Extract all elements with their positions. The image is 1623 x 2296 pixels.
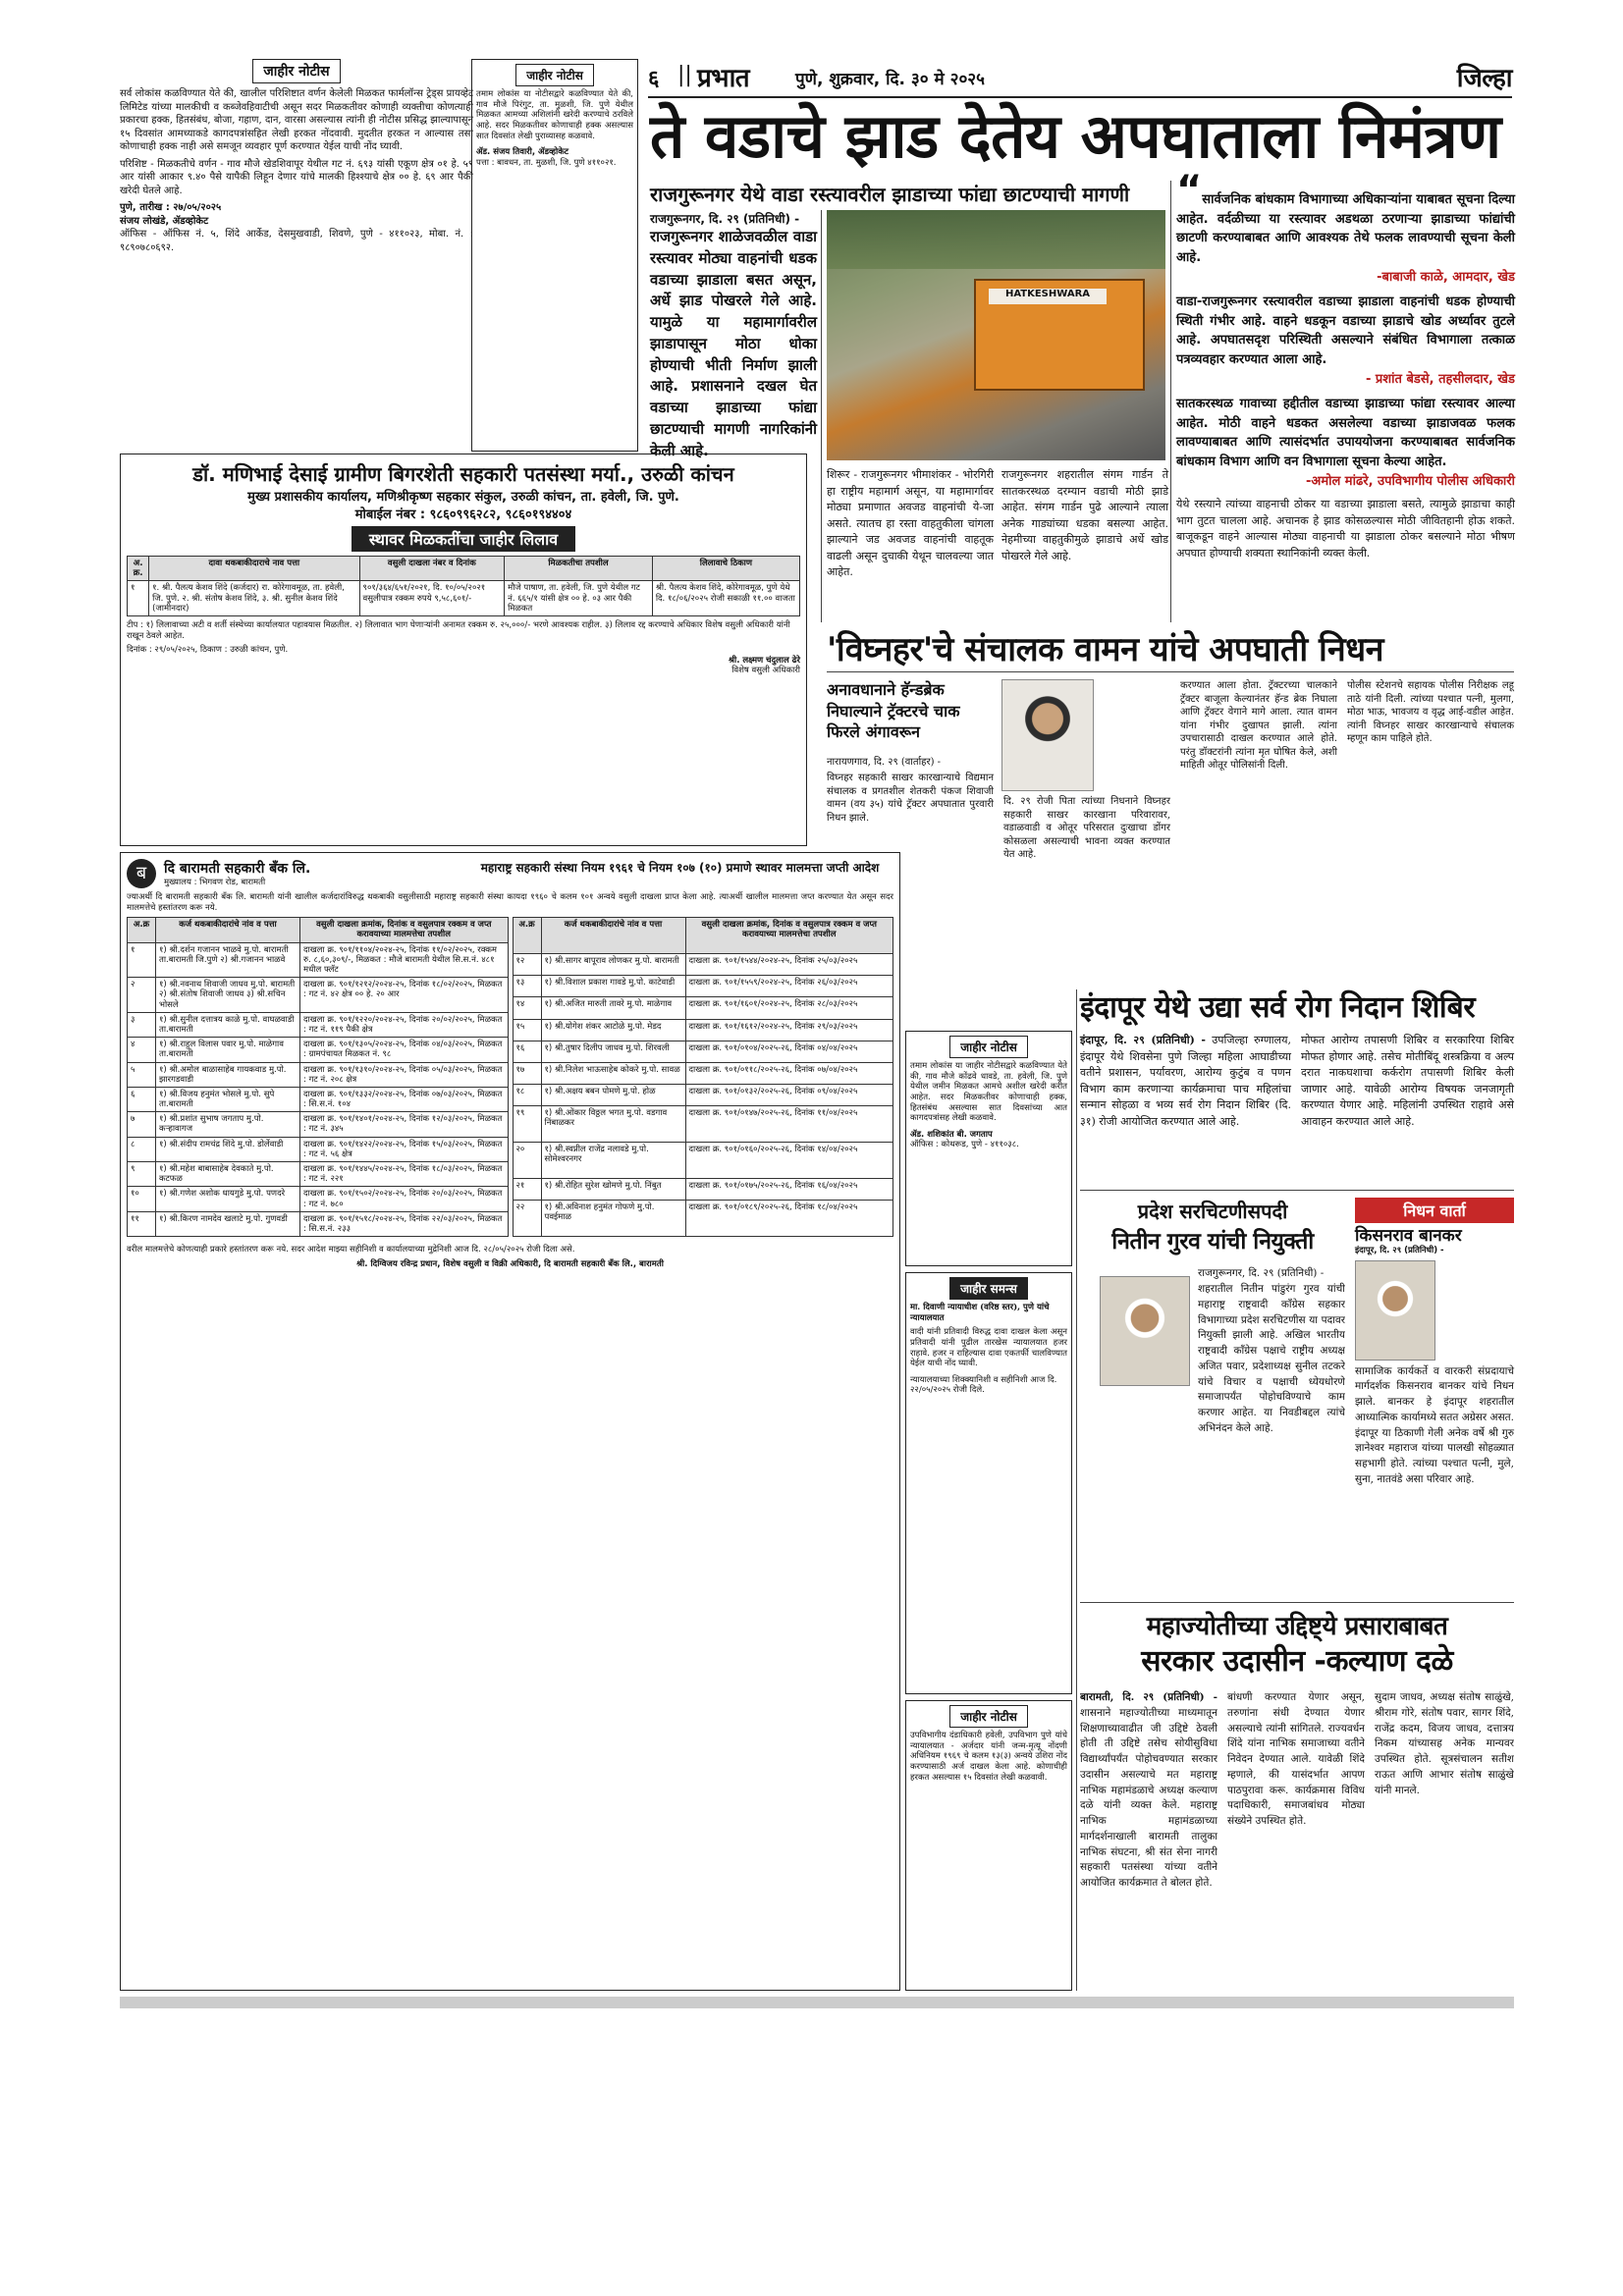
court-intro: ज्याअर्थी दि बारामती सहकारी बँक लि. बारामती यांनी खालील कर्जदारांविरुद्ध थकबाकी वसुलीसाठी महाराष्ट्र सहकारी संस्था कायदा १९६० चे कलम १०१ अन्वये वसुली दाखला प्राप्त केला आहे. त्याअर्थी खालील मालमत्ता जप्त करण्यात येत असून सदर मालमत्तेचे हस्तांतरण करू नये. [127, 892, 893, 913]
column-rule [821, 210, 822, 622]
bank-1-office: मुख्य प्रशासकीय कार्यालय, मणिश्रीकृष्ण सहकार संकुल, उरुळी कांचन, ता. हवेली, जि. पुणे. [247, 490, 679, 505]
auction-th-name: दावा थकबाकीदाराचे नाव पत्ता [149, 557, 359, 581]
cell-detail: दाखला क्र. ९०१/१५४४/२०२४-२५, दिनांक २५/०३/२०२५ [685, 954, 893, 976]
cell-detail: दाखला क्र. ९०१/१२२०/२०२४-२५, दिनांक २०/०२/२०२५, मिळकत : गट नं. ११९ पैकी क्षेत्र [300, 1012, 509, 1037]
cell-name: १) श्री.विशाल प्रकाश गावडे मु.पो. काटेवाडी [541, 976, 685, 997]
vighnahar-c4: पोलीस स्टेशनचे सहायक पोलीस निरीक्षक लहू ताठे यांनी दिली. त्यांच्या पश्चात पत्नी, मुलगा, मोठा भाऊ, भावजय व वृद्ध आई-वडील आहेत. त्यांनी विघ्नहर साखर कारखान्याचे संचालक म्हणून काम पाहिले होते. [1347, 680, 1514, 744]
cell-no: १ [128, 942, 156, 978]
cell-name: १) श्री.निलेश भाऊसाहेब कोकरे मु.पो. सावळ [541, 1062, 685, 1084]
indapur-story [1080, 989, 1514, 1186]
cell-detail: दाखला क्र. ९०१/१५५९/२०२४-२५, दिनांक २६/०३/२०२५ [685, 976, 893, 997]
table-row [513, 1019, 893, 1041]
obituary [1355, 1198, 1514, 1571]
cell-no: ९ [128, 1162, 156, 1187]
cell-detail: दाखला क्र. ९०१/१३१०/२०२४-२५, दिनांक ०५/०३/२०२५, मिळकत : गट नं. २०८ क्षेत्र [300, 1062, 509, 1087]
notice-1-label: जाहीर नोटीस [252, 59, 340, 83]
vighnahar-dateline: नारायणगाव, दि. २९ (वार्ताहर) - [827, 757, 942, 768]
summons-seal: न्यायालयाच्या शिक्क्यानिशी व सहीनिशी आज दि. २२/०५/२०२५ रोजी दिले. [910, 1374, 1057, 1396]
auction-sign-role: विशेष वसुली अधिकारी [731, 666, 800, 676]
cell-name: १) श्री.संदीप रामचंद्र शिंदे मु.पो. डोर्लेवाडी [156, 1137, 300, 1161]
notice-2-address: पत्ता : बावधन, ता. मुळशी, जि. पुणे ४११०२१. [476, 157, 617, 168]
vighnahar-sub: अनावधानाने हॅन्डब्रेक निघाल्याने ट्रॅक्टरचे चाक फिरले अंगावरून [827, 680, 960, 742]
lead-intro: राजगुरूनगर शाळेजवळील वाडा रस्त्यावर मोठ्या वाहनांची धडक वडाच्या झाडाला बसत असून, अर्धे झाड पोखरले गेले आहे. यामुळे या महामार्गावरील झाडापासून मोठा धोका होण्याची भीती निर्माण झाली आहे. प्रशासनाने दखल घेत वडाच्या झाडाच्या फांद्या छाटण्याची मागणी नागरिकांनी केली आहे. [650, 228, 817, 459]
table-row [128, 1137, 509, 1161]
lead-body-2: राजगुरूनगर शहरातील संगम गार्डन ते सातकरस्थळ दरम्यान वडाची मोठी झाडे आहेत. संगम गार्डन पुढे आल्याने त्याला अनेक गाड्यांच्या धडका बसल्या आहेत. नेहमीच्या वाहतुकीमुळे झाडाचे अर्धे खोड पोखरले गेले आहे. [1001, 468, 1168, 562]
table-row [513, 1143, 893, 1179]
cell-no: १८ [513, 1084, 541, 1105]
court-title: महाराष्ट्र सहकारी संस्था नियम १९६१ चे नियम १०७ (१०) प्रमाणे स्थावर मालमत्ता जप्ती आदेश [480, 861, 880, 875]
cell-name: १) श्री.अमोल बाळासाहेब गायकवाड मु.पो. झारगडवाडी [156, 1062, 300, 1087]
mahajyoti-dateline: बारामती, दि. २९ (प्रतिनिधी) - [1080, 1691, 1217, 1703]
auction-date: दिनांक : २९/०५/२०२५, ठिकाण : उरुळी कांचन, पुणे. [127, 645, 289, 656]
cell-name: १) श्री.सुनील दत्तात्रय काळे मु.पो. वाघळवाडी ता.बारामती [156, 1012, 300, 1037]
cell-detail: दाखला क्र. ९०१/१४२२/२०२४-२५, दिनांक १५/०३/२०२५, मिळकत : गट नं. ५६ क्षेत्र [300, 1137, 509, 1161]
cell-name: १) श्री.ओंकार विठ्ठल भगत मु.पो. वडगाव निंबाळकर [541, 1106, 685, 1143]
summons-court: मा. दिवाणी न्यायाधीश (वरिष्ठ स्तर), पुणे यांचे न्यायालयात [910, 1303, 1050, 1323]
vighnahar-c2: दि. २९ रोजी पिता त्यांच्या निधनाने विघ्नहर सहकारी साखर कारखाना परिवारावर, वडाळवाडी व ओतूर परिसरात दुःखाचा डोंगर कोसळला असल्याची भावना व्यक्त करण्यात येत आहे. [1003, 796, 1170, 860]
lead-quote-by: -बाबाजी काळे, आमदार, खेड [1377, 270, 1515, 285]
gurav-headline: नितीन गुरव यांची नियुक्ती [1111, 1229, 1314, 1255]
cell-name: १) श्री.स्वप्नील राजेंद्र नलावडे मु.पो. सोमेश्वरनगर [541, 1143, 685, 1179]
table-row [128, 1162, 509, 1187]
notice-1-advocate: संजय लोखंडे, ॲडव्होकेट [120, 215, 209, 227]
cell-no: १७ [513, 1062, 541, 1084]
table-row [128, 1187, 509, 1211]
lead-intro-col [650, 210, 817, 461]
table-row [513, 1084, 893, 1105]
cell-no: १३ [513, 976, 541, 997]
cell-detail: दाखला क्र. ९०१/१४४५/२०२४-२५, दिनांक १८/०३/२०२५, मिळकत : गट नं. २२१ [300, 1162, 509, 1187]
paper-name: प्रभात [697, 64, 750, 93]
vighnahar-c1: विघ्नहर सहकारी साखर कारखान्याचे विद्यमान संचालक व प्रगतशील शेतकरी पंकज शिवाजी वामन (वय ३५) यांचे ट्रॅक्टर अपघातात पुरवारी निधन झाले. [827, 773, 994, 824]
cell-no: १२ [513, 954, 541, 976]
court-footer: वरील मालमत्तेचे कोणत्याही प्रकारे हस्तांतरण करू नये. सदर आदेश माझ्या सहीनिशी व कार्यालयाच्या मुद्रेनिशी आज दि. २८/०५/२०२५ रोजी दिला असे. [127, 1245, 575, 1255]
cell-name: १) श्री.गणेश अशोक धायगुडे मु.पो. पणदरे [156, 1187, 300, 1211]
section-rule [1080, 1190, 1514, 1191]
table-row [513, 976, 893, 997]
gurav-dateline: राजगुरूनगर, दि. २९ (प्रतिनिधी) - [1198, 1267, 1325, 1279]
mahajyoti-c1: शासनाने महाज्योतीच्या माध्यमातून शिक्षणाच्यावाढीत जी उद्दिष्टे ठेवली होती ती उद्दिष्टे तसेच सोयीसुविधा विद्यार्थ्यांपर्यंत पोहोचवण्यात सरकार उदासीन असल्याचे मत महाराष्ट्र नाभिक महामंडळाचे अध्यक्ष कल्याण दळे यांनी व्यक्त केले. महाराष्ट्र नाभिक महामंडळाच्या मार्गदर्शनाखाली बारामती तालुका नाभिक संघटना, श्री संत सेना नागरी सहकारी पतसंस्था यांच्या वतीने आयोजित कार्यक्रमात ते बोलत होते. [1080, 1706, 1217, 1889]
vighnahar-c3: करण्यात आला होता. ट्रॅक्टरच्या चालकाने ट्रॅक्टर बाजूला केल्यानंतर हॅन्ड ब्रेक निघाला आणि ट्रॅक्टर वेगाने मागे आला. त्यात वामन यांना गंभीर दुखापत झाली. त्यांना उपचारासाठी दाखल करण्यात आले होते. परंतु डॉक्टरांनी त्यांना मृत घोषित केले, अशी माहिती ओतूर पोलिसांनी दिली. [1180, 680, 1337, 771]
cell-name: १) श्री.दर्शन गजानन भाळवे मु.पो. बारामती ता.बारामती जि.पुणे २) श्री.गजानन भाळवे [156, 942, 300, 978]
lead-para-3: सातकरस्थळ गावाच्या हद्दीतील वडाच्या झाडाच्या फांद्या रस्त्यावर आल्या आहेत. मोठी वाहने धडकत असलेल्या वडाच्या झाडाजवळ फलक लावण्याबाबत आणि त्यासंदर्भात उपाययोजना करण्याबाबत सार्वजनिक बांधकाम विभाग आणि वन विभागाला सूचना केल्या आहेत. [1176, 397, 1515, 469]
obit-name: किसनराव बानकर [1355, 1226, 1462, 1246]
table-row [128, 942, 509, 978]
cell-detail: दाखला क्र. ९०१/१३०५/२०२४-२५, दिनांक ०४/०३/२०२५, मिळकत : ग्रामपंचायत मिळकत नं. ९८ [300, 1038, 509, 1062]
lead-dateline: राजगुरूनगर, दि. २९ (प्रतिनिधी) - [650, 212, 800, 226]
cell-no: २२ [513, 1201, 541, 1237]
table-row [128, 1112, 509, 1137]
cell-detail: दाखला क्र. ९०१/१५०२/२०२४-२५, दिनांक २०/०३/२०२५, मिळकत : गट नं. ७८० [300, 1187, 509, 1211]
gurav-story [1080, 1198, 1345, 1571]
cell-no: १५ [513, 1019, 541, 1041]
court-table-right: अ.क्र कर्ज थकबाकीदारांचे नांव व पत्ता वसुली दाखला क्रमांक, दिनांक व वसुलपात्र रक्कम व जप्त करावयाच्या मालमत्तेचा तपशील १२ १) श्री.सागर बापूराव लोणकर मु.पो. बारामती दाखला क्र. ९०१/१५४४/२०२४-२५, दिनांक २५/०३/२०२५ १३ १) श्री.विशाल प्रकाश गावडे मु.पो. काटेवाडी दाखला क्र. ९०१/१५५९/२०२४-२५, दिनांक २६/०३/२०२५ १४ १) श्री.अजित मारुती तावरे मु.पो. माळेगाव दाखला क्र. ९०१/१६०१/२०२४-२५, दिनांक २८/०३/२०२५ १५ १) श्री.योगेश शंकर आटोळे मु.पो. मेडद दाखला क्र. ९०१/१६१२/२०२४-२५, दिनांक २९/०३/२०२५ १६ १) श्री.तुषार दिलीप जाधव मु.पो. शिरवली दाखला क्र. ९०१/०१०४/२०२५-२६, दिनांक ०४/०४/२०२५ १७ १) श्री.निलेश भाऊसाहेब कोकरे मु.पो. सावळ दाखला क्र. ९०१/०११८/२०२५-२६, दिनांक ०७/०४/२०२५ १८ १) श्री.अक्षय बबन पोमणे मु.पो. होळ दाखला क्र. ९०१/०१३२/२०२५-२६, दिनांक ०९/०४/२०२५ १९ १) श्री.ओंकार विठ्ठल भगत मु.पो. वडगाव निंबाळकर दाखला क्र. ९०१/०१४७/२०२५-२६, दिनांक ११/०४/२०२५ २० १) श्री.स्वप्नील राजेंद्र नलावडे मु.पो. सोमेश्वरनगर दाखला क्र. ९०१/०१६०/२०२५-२६, दिनांक १४/०४/२०२५ २१ १) श्री.रोहित सुरेश खोमणे मु.पो. निंबुत दाखला क्र. ९०१/०१७५/२०२५-२६, दिनांक १६/०४/२०२५ २२ १) श्री.अविनाश हनुमंत गोफणे मु.पो. पवईमाळ दाखला क्र. ९०१/०१८९/२०२५-२६, दिनांक १८/०४/२०२५ [513, 917, 894, 1237]
cell-name: १) श्री.राहुल विलास पवार मु.पो. माळेगाव ता.बारामती [156, 1038, 300, 1062]
cell-name: १) श्री.अजित मारुती तावरे मु.पो. माळेगाव [541, 997, 685, 1019]
bank-auction-notice [120, 454, 807, 846]
lead-para-3-by: -अमोल मांढरे, उपविभागीय पोलीस अधिकारी [1306, 474, 1515, 489]
vighnahar-story [827, 628, 1514, 874]
cell-detail: दाखला क्र. ९०१/१२१२/२०२४-२५, दिनांक १८/०२/२०२५, मिळकत : गट नं. ४२ क्षेत्र ०० हे. २० आर [300, 978, 509, 1013]
notice-3-advocate: ॲड. शशिकांत बी. जगताप [910, 1129, 993, 1140]
cell-name: १) श्री.तुषार दिलीप जाधव मु.पो. शिरवली [541, 1041, 685, 1062]
cell-name: १) श्री.प्रशांत सुभाष जगताप मु.पो. कऱ्हावागज [156, 1112, 300, 1137]
cell-name: १) श्री.अक्षय बबन पोमणे मु.पो. होळ [541, 1084, 685, 1105]
obit-portrait [1355, 1260, 1435, 1361]
cell-name: १) श्री.महेश बाबासाहेब देवकाते मु.पो. कटफळ [156, 1162, 300, 1187]
obit-dateline: इंदापूर, दि. २९ (प्रतिनिधी) - [1355, 1246, 1444, 1255]
notice-3-address: ऑफिस : कोथरूड, पुणे - ४११०३८. [910, 1140, 1019, 1150]
dateline: पुणे, शुक्रवार, दि. ३० मे २०२५ [795, 70, 985, 89]
indapur-c1: उपजिल्हा रुग्णालय, इंदापूर येथे शिवसेना पुणे जिल्हा महिला आघाडीच्या वतीने प्रशासन, पर्यावरण, आरोग्य कुटुंब व पणन विभाग काम करणाऱ्या कार्यक्रमाचा पाच महिलांचा सन्मान सोहळा व भव्य सर्व रोग निदान शिबिर (दि. ३१) रोजी आयोजित करण्यात आले आहे. [1080, 1034, 1291, 1128]
auction-th-cert: वसुली दाखला नंबर व दिनांक [359, 557, 505, 581]
cell-no: ६ [128, 1087, 156, 1111]
cell-name: १) श्री.अविनाश हनुमंत गोफणे मु.पो. पवईमाळ [541, 1201, 685, 1237]
notice-2-label: जाहीर नोटीस [515, 64, 594, 86]
court-bank-addr: मुख्यालय : भिगवण रोड, बारामती [164, 878, 266, 887]
table-row [128, 1211, 509, 1236]
tree-truck-photo: HATKESHWARA [827, 210, 1165, 460]
indapur-dateline: इंदापूर, दि. २९ (प्रतिनिधी) - [1080, 1034, 1206, 1046]
cell-detail: दाखला क्र. ९०१/०१७५/२०२५-२६, दिनांक १६/०४/२०२५ [685, 1179, 893, 1201]
lead-headline: ते वडाचे झाड देतेय अपघाताला निमंत्रण [650, 100, 1501, 172]
table-row [128, 978, 509, 1013]
notice-1-date: पुणे, तारीख : २७/०५/२०२५ [120, 202, 222, 213]
cell-detail: दाखला क्र. ९०१/०१०४/२०२५-२६, दिनांक ०४/०४/२०२५ [685, 1041, 893, 1062]
cell-detail: दाखला क्र. ९०१/१३३२/२०२४-२५, दिनांक ०७/०३/२०२५, मिळकत : सि.स.नं. १०४ [300, 1087, 509, 1111]
cell-no: २ [128, 978, 156, 1013]
summons-notice: जाहीर समन्स मा. दिवाणी न्यायाधीश (वरिष्ठ स्तर), पुणे यांचे न्यायालयात वादी यांनी प्रतिवादी विरुद्ध दावा दाखल केला असून प्रतिवादी यांनी पुढील तारखेस न्यायालयात हजर राहावे. हजर न राहिल्यास दावा एकतर्फी चालविण्यात येईल याची नोंद घ्यावी. न्यायालयाच्या शिक्क्यानिशी व सहीनिशी आज दि. २२/०५/२०२५ रोजी दिले. [905, 1272, 1072, 1694]
table-row [513, 1201, 893, 1237]
cell-name: १) श्री.योगेश शंकर आटोळे मु.पो. मेडद [541, 1019, 685, 1041]
masthead: ६ || प्रभात पुणे, शुक्रवार, दि. ३० मे २०२५ जिल्हा [648, 57, 1512, 98]
mahajyoti-c3: सुदाम जाधव, अध्यक्ष संतोष साळुंखे, श्रीराम गोरे, संतोष पवार, सागर शिंदे, राजेंद्र कदम, विजय जाधव, दत्तात्रय निकम यांच्यासह अनेक मान्यवर उपस्थित होते. सूत्रसंचालन सतीश राऊत आणि आभार संतोष साळुंखे यांनी मानले. [1375, 1691, 1514, 1796]
auction-th-no: अ. क्र. [128, 557, 149, 581]
notice-1-address: ऑफिस - ऑफिस नं. ५, शिंदे आर्केड, देसमुखवाडी, शिवणे, पुणे - ४११०२३, मोबा. नं. : ९८९०७८०६९२. [120, 229, 473, 253]
page-number: ६ [648, 67, 660, 91]
notice-2-advocate: ॲड. संजय तिवारी, ॲडव्होकेट [476, 147, 569, 158]
mahajyoti-c2: बांधणी करण्यात येणार असून, तरुणांना संधी देण्यात येणार असल्याचे त्यांनी सांगितले. राज्यवर्धन शिंदे यांना नाभिक समाजाच्या वतीने निवेदन देण्यात आले. यावेळी शिंदे म्हणाले, की यासंदर्भात आपण पाठपुरावा करू. कार्यक्रमास विविध पदाधिकारी, समाजबांधव मोठ्या संख्येने उपस्थित होते. [1227, 1691, 1365, 1827]
lead-quote-block: “सार्वजनिक बांधकाम विभागाच्या अधिकाऱ्यांना याबाबत सूचना दिल्या आहेत. वर्दळीच्या या रस्त्यावर अडथळा ठरणाऱ्या झाडाच्या फांद्यांची छाटणी करण्याबाबत आणि आवश्यक तेथे फलक लावण्याची सूचना केली आहे. -बाबाजी काळे, आमदार, खेड वाडा-राजगुरूनगर रस्त्यावरील वडाच्या झाडाला वाहनांची धडक होण्याची स्थिती गंभीर आहे. वाहने धडकून वडाच्या झाडाचे खोड अर्ध्यावर तुटले आहे. अपघातसदृश परिस्थिती असल्याने संबंधित विभागाला तत्काळ पत्रव्यवहार करण्यात आला आहे. - प्रशांत बेडसे, तहसीलदार, खेड सातकरस्थळ गावाच्या हद्दीतील वडाच्या झाडाच्या फांद्या रस्त्यावर आल्या आहेत. मोठी वाहने धडकत असलेल्या वडाच्या झाडाजवळ फलक लावण्याबाबत आणि त्यासंदर्भात उपाययोजना करण्याबाबत सार्वजनिक बांधकाम विभाग आणि वन विभागाला सूचना केल्या आहेत. -अमोल मांढरे, उपविभागीय पोलीस अधिकारी येथे रस्त्याने त्यांच्या वाहनाची ठोकर या वडाच्या झाडाला बसते, त्यामुळे झाडाचा काही भाग तुटत चालला आहे. अचानक हे झाड कोसळल्यास मोठी जीवितहानी होऊ शकते. बाजूकडून वाहने आल्यास मोठ्या वाहनाची या झाडाला ठोकर बसल्याने मोठा भीषण अपघात होण्याची शक्यता स्थानिकांनी व्यक्त केली. [1176, 181, 1515, 561]
cell-name: १) श्री.किरण नामदेव खलाटे मु.पो. गुणवडी [156, 1211, 300, 1236]
bank-1-name: डॉ. मणिभाई देसाई ग्रामीण बिगरशेती सहकारी पतसंस्था मर्या., उरुळी कांचन [192, 462, 734, 486]
table-row [513, 997, 893, 1019]
notice-4: जाहीर नोटीस उपविभागीय दंडाधिकारी हवेली, उपविभाग पुणे यांचे न्यायालयात - अर्जदार यांनी जन्म-मृत्यू नोंदणी अधिनियम १९६९ चे कलम १३(३) अन्वये उशिरा नोंद करण्यासाठी अर्ज दाखल केला आहे. कोणाचीही हरकत असल्यास १५ दिवसांत लेखी कळवावी. [905, 1700, 1072, 1991]
bank-1-mobile: मोबाईल नंबर : ९८६०९९६२८२, ९८६०१९४४०४ [354, 507, 572, 522]
notice-2-body: तमाम लोकांस या नोटीसद्वारे कळविण्यात येते की, गाव मौजे पिरंगुट, ता. मुळशी, जि. पुणे येथील मिळकत आमच्या अशिलांनी खरेदी करण्याचे ठरविले आहे. सदर मिळकतीवर कोणाचाही हक्क असल्यास सात दिवसांत लेखी पुराव्यासह कळवावे. [476, 89, 633, 141]
lead-photo-caption: शिरूर - राजगुरूनगर भीमाशंकर - भोरगिरी हा राष्ट्रीय महामार्ग असून, या महामार्गावर मोठ्या प्रमाणात अवजड वाहनांची ये-जा असते. त्यातच हा रस्ता वाहतुकीला चांगला झाल्याने जड अवजड वाहनांची वाहतूक वाढली असून दुचाकी येथून चालवल्या जात आहेत. [827, 468, 994, 578]
gurav-kicker: प्रदेश सरचिटणीसपदी [1137, 1200, 1288, 1223]
lead-para-2: वाडा-राजगुरूनगर रस्त्यावरील वडाच्या झाडाला वाहनांची धडक होण्याची स्थिती गंभीर आहे. वाहने धडकून वडाच्या झाडाचे खोड अर्ध्यावर तुटले आहे. अपघातसदृश परिस्थिती असल्याने संबंधित विभागाला तत्काळ पत्रव्यवहार करण्यात आला आहे. [1176, 294, 1515, 367]
cell-detail: दाखला क्र. ९०१/०१३२/२०२५-२६, दिनांक ०९/०४/२०२५ [685, 1084, 893, 1105]
wamans-portrait [1001, 679, 1094, 791]
cell-no: १६ [513, 1041, 541, 1062]
table-row [513, 954, 893, 976]
notice-1 [120, 59, 473, 452]
section-rule [1080, 1602, 1514, 1603]
summons-body: वादी यांनी प्रतिवादी विरुद्ध दावा दाखल केला असून प्रतिवादी यांनी पुढील तारखेस न्यायालयात हजर राहावे. हजर न राहिल्यास दावा एकतर्फी चालविण्यात येईल याची नोंद घ्यावी. [910, 1327, 1067, 1369]
cell-detail: दाखला क्र. ९०१/०१६०/२०२५-२६, दिनांक १४/०४/२०२५ [685, 1143, 893, 1179]
cell-no: १९ [513, 1106, 541, 1143]
indapur-headline: इंदापूर येथे उद्या सर्व रोग निदान शिबिर [1080, 990, 1476, 1025]
table-row: १ १. श्री. पैलत्य केशव शिंदे (कर्जदार) रा. कोरेगावमूळ, ता. हवेली, जि. पुणे. २. श्री. संतोष केशव शिंदे, ३. श्री. सुनील केशव शिंदे (जामीनदार) ९०१/३६४/६५१/२०२१, दि. १०/०५/२०२१ वसुलीपात्र रक्कम रुपये ९,५८,६०१/- मौजे पाषाण, ता. हवेली, जि. पुणे येथील गट नं. ६६५/१ यांसी क्षेत्र ०० हे. ०३ आर पैकी मिळकत श्री. पैलत्य केशव शिंदे, कोरेगावमूळ, पुणे येथे दि. १८/०६/२०२५ रोजी सकाळी ११.०० वाजता [128, 581, 800, 616]
cell-name: १) श्री.सागर बापूराव लोणकर मु.पो. बारामती [541, 954, 685, 976]
cell-detail: दाखला क्र. ९०१/०१४७/२०२५-२६, दिनांक ११/०४/२०२५ [685, 1106, 893, 1143]
bank-logo-icon: ब [127, 859, 156, 888]
auction-th-venue: लिलावाचे ठिकाण [652, 557, 799, 581]
cell-detail: दाखला क्र. ९०१/१४०१/२०२४-२५, दिनांक १२/०३/२०२५, मिळकत : गट नं. ३४५ [300, 1112, 509, 1137]
indapur-c2: मोफत आरोग्य तपासणी शिबिर व सरकारिया शिबिर मोफत होणार आहे. तसेच मोतीबिंदू शस्त्रक्रिया व अल्प दरात नाकघशाचा कर्करोग तपासणी शिबिर केली जाणार आहे. यावेळी आरोग्य विषयक जनजागृती करण्यात येणार आहे. महिलांनी उपस्थित राहावे असे आवाहन करण्यात आले आहे. [1301, 1034, 1514, 1128]
vighnahar-headline: 'विघ्नहर'चे संचालक वामन यांचे अपघाती निधन [827, 628, 1514, 672]
section-name: जिल्हा [1456, 64, 1512, 93]
table-row [513, 1041, 893, 1062]
column-rule [1076, 989, 1077, 1991]
notice-1-schedule: परिशिष्ट - मिळकतीचे वर्णन - गाव मौजे खेडशिवापूर येथील गट नं. ६९३ यांसी एकूण क्षेत्र ०१ हे. ५९ आर यांसी आकार ९.४० पैसे यापैकी लिहून देणार यांचे मालकी हिश्श्याचे क्षेत्र ०० हे. ६९ आर पैकी खरेदी घेतले आहे. [120, 158, 473, 196]
table-row [128, 1038, 509, 1062]
mahajyoti-headline-2: सरकार उदासीन -कल्याण दळे [1141, 1644, 1453, 1679]
court-table-left: अ.क्र कर्ज थकबाकीदारांचे नांव व पत्ता वसुली दाखला क्रमांक, दिनांक व वसुलपात्र रक्कम व जप्त करावयाच्या मालमत्तेचा तपशील १ १) श्री.दर्शन गजानन भाळवे मु.पो. बारामती ता.बारामती जि.पुणे २) श्री.गजानन भाळवे दाखला क्र. ९०१/११०४/२०२४-२५, दिनांक ११/०२/२०२५, रक्कम रु. ८,६०,३०९/-, मिळकत : मौजे बारामती येथील सि.स.नं. ४८१ मधील फ्लॅट २ १) श्री.नवनाथ शिवाजी जाधव मु.पो. बारामती २) श्री.संतोष शिवाजी जाधव ३) श्री.सचिन भोसले दाखला क्र. ९०१/१२१२/२०२४-२५, दिनांक १८/०२/२०२५, मिळकत : गट नं. ४२ क्षेत्र ०० हे. २० आर ३ १) श्री.सुनील दत्तात्रय काळे मु.पो. वाघळवाडी ता.बारामती दाखला क्र. ९०१/१२२०/२०२४-२५, दिनांक २०/०२/२०२५, मिळकत : गट नं. ११९ पैकी क्षेत्र ४ १) श्री.राहुल विलास पवार मु.पो. माळेगाव ता.बारामती दाखला क्र. ९०१/१३०५/२०२४-२५, दिनांक ०४/०३/२०२५, मिळकत : ग्रामपंचायत मिळकत नं. ९८ ५ १) श्री.अमोल बाळासाहेब गायकवाड मु.पो. झारगडवाडी दाखला क्र. ९०१/१३१०/२०२४-२५, दिनांक ०५/०३/२०२५, मिळकत : गट नं. २०८ क्षेत्र ६ १) श्री.विजय हनुमंत भोसले मु.पो. सुपे ता.बारामती दाखला क्र. ९०१/१३३२/२०२४-२५, दिनांक ०७/०३/२०२५, मिळकत : सि.स.नं. १०४ ७ १) श्री.प्रशांत सुभाष जगताप मु.पो. कऱ्हावागज दाखला क्र. ९०१/१४०१/२०२४-२५, दिनांक १२/०३/२०२५, मिळकत : गट नं. ३४५ ८ १) श्री.संदीप रामचंद्र शिंदे मु.पो. डोर्लेवाडी दाखला क्र. ९०१/१४२२/२०२४-२५, दिनांक १५/०३/२०२५, मिळकत : गट नं. ५६ क्षेत्र ९ १) श्री.महेश बाबासाहेब देवकाते मु.पो. कटफळ दाखला क्र. ९०१/१४४५/२०२४-२५, दिनांक १८/०३/२०२५, मिळकत : गट नं. २२१ १० १) श्री.गणेश अशोक धायगुडे मु.पो. पणदरे दाखला क्र. ९०१/१५०२/२०२४-२५, दिनांक २०/०३/२०२५, मिळकत : गट नं. ७८० ११ १) श्री.किरण नामदेव खलाटे मु.पो. गुणवडी दाखला क्र. ९०१/१५१८/२०२४-२५, दिनांक २२/०३/२०२५, मिळकत : सि.स.नं. २३३ [127, 917, 509, 1237]
cell-no: ५ [128, 1062, 156, 1087]
table-row [128, 1062, 509, 1087]
mahajyoti-headline-1: महाज्योतीच्या उद्दिष्ट्ये प्रसाराबाबत [1146, 1612, 1448, 1641]
cell-detail: दाखला क्र. ९०१/१५१८/२०२४-२५, दिनांक २२/०३/२०२५, मिळकत : सि.स.नं. २३३ [300, 1211, 509, 1236]
auction-notes: टीप : १) लिलावाच्या अटी व शर्ती संस्थेच्या कार्यालयात पहावयास मिळतील. २) लिलावात भाग घेणाऱ्यांनी अनामत रक्कम रु. २५,०००/- भरणे आवश्यक राहील. ३) लिलाव रद्द करण्याचे अधिकार विशेष वसुली अधिकारी यांनी राखून ठेवले आहेत. [127, 619, 790, 641]
auction-sign-name: श्री. लक्ष्मण चंदुलाल ढेरे [728, 655, 800, 666]
notice-3: जाहीर नोटीस तमाम लोकांस या जाहीर नोटीसद्वारे कळविण्यात येते की, गाव मौजे कोंढवे धावडे, ता. हवेली, जि. पुणे येथील जमीन मिळकत आमचे अशील खरेदी करीत आहेत. सदर मिळकतीवर कोणाचाही हक्क, हितसंबंध असल्यास सात दिवसांच्या आत कागदपत्रांसह लेखी कळवावे. ॲड. शशिकांत बी. जगताप ऑफिस : कोथरूड, पुणे - ४११०३८. [905, 1031, 1072, 1266]
table-row [513, 1179, 893, 1201]
table-row [128, 1012, 509, 1037]
obit-body: सामाजिक कार्यकर्ते व वारकरी संप्रदायाचे मार्गदर्शक किसनराव बानकर यांचे निधन झाले. बानकर हे इंदापूर शहरातील आध्यात्मिक कार्यामध्ये सतत अग्रेसर असत. इंदापूर या ठिकाणी गेली अनेक वर्षे श्री गुरु ज्ञानेश्वर महाराज यांच्या पालखी सोहळ्यात सहभागी होते. त्यांच्या पश्चात पत्नी, मुले, सुना, नातवंडे असा परिवार आहे. [1355, 1364, 1514, 1485]
cell-no: ८ [128, 1137, 156, 1161]
notice-3-body: तमाम लोकांस या जाहीर नोटीसद्वारे कळविण्यात येते की, गाव मौजे कोंढवे धावडे, ता. हवेली, जि. पुणे येथील जमीन मिळकत आमचे अशील खरेदी करीत आहेत. सदर मिळकतीवर कोणाचाही हक्क, हितसंबंध असल्यास सात दिवसांच्या आत कागदपत्रांसह लेखी कळवावे. [910, 1061, 1067, 1124]
lead-subhead: राजगुरूनगर येथे वाडा रस्त्यावरील झाडाच्या फांद्या छाटण्याची मागणी [650, 183, 1130, 206]
notice-2 [471, 59, 638, 452]
cell-no: ७ [128, 1112, 156, 1137]
cell-name: १) श्री.विजय हनुमंत भोसले मु.पो. सुपे ता.बारामती [156, 1087, 300, 1111]
notice-4-body: उपविभागीय दंडाधिकारी हवेली, उपविभाग पुणे यांचे न्यायालयात - अर्जदार यांनी जन्म-मृत्यू नोंदणी अधिनियम १९६९ चे कलम १३(३) अन्वये उशिरा नोंद करण्यासाठी अर्ज दाखल केला आहे. कोणाचीही हरकत असल्यास १५ दिवसांत लेखी कळवावी. [910, 1731, 1067, 1783]
baramati-bank-notice [120, 852, 900, 1991]
cell-detail: दाखला क्र. ९०१/११०४/२०२४-२५, दिनांक ११/०२/२०२५, रक्कम रु. ८,६०,३०९/-, मिळकत : मौजे बारामती येथील सि.स.नं. ४८१ मधील फ्लॅट [300, 942, 509, 978]
notice-1-body: सर्व लोकांस कळविण्यात येते की, खालील परिशिष्टात वर्णन केलेली मिळकत फार्मलॉन्स ट्रेड्स प्रायव्हेट लिमिटेड यांच्या मालकीची व कब्जेवहिवाटीची असून सदर मिळकतीवर कोणाही व्यक्तीचा कोणत्याही प्रकारचा हक्क, हितसंबंध, बोजा, गहाण, दान, वारसा असल्यास त्यांनी ही नोटीस प्रसिद्ध झाल्यापासून १५ दिवसांत आमच्याकडे कागदपत्रांसहित लेखी हरकत नोंदवावी. मुदतीत हरकत न आल्यास तसा कोणाचाही हक्क नाही असे समजून व्यवहार पूर्ण करण्यात येईल याची नोंद घ्यावी. [120, 88, 473, 152]
gurav-portrait [1100, 1276, 1190, 1386]
auction-table [127, 556, 800, 616]
gurav-body: शहरातील नितीन पांडुरंग गुरव यांची महाराष्ट्र राष्ट्रवादी काँग्रेस सहकार विभागाच्या प्रदेश सरचिटणीस या पदावर नियुक्ती झाली आहे. अखिल भारतीय राष्ट्रवादी काँग्रेस पक्षाचे राष्ट्रीय अध्यक्ष अजित पवार, प्रदेशाध्यक्ष सुनील तटकरे यांचे विचार व पक्षाची ध्येयधोरणे समाजापर्यंत पोहोचविण्याचे काम करणार आहेत. या निवडीबद्दल त्यांचे अभिनंदन केले आहे. [1198, 1283, 1345, 1434]
cell-detail: दाखला क्र. ९०१/१६०१/२०२४-२५, दिनांक २८/०३/२०२५ [685, 997, 893, 1019]
auction-th-property: मिळकतीचा तपशील [505, 557, 653, 581]
cell-no: १४ [513, 997, 541, 1019]
lead-quote: सार्वजनिक बांधकाम विभागाच्या अधिकाऱ्यांना याबाबत सूचना दिल्या आहेत. वर्दळीच्या या रस्त्यावर अडथळा ठरणाऱ्या झाडाच्या फांद्यांची छाटणी करण्याबाबत आणि आवश्यक तेथे फलक लावण्याची सूचना केली आहे. [1176, 192, 1515, 265]
table-row [128, 1087, 509, 1111]
court-bank-name: दि बारामती सहकारी बँक लि. [164, 861, 311, 877]
cell-detail: दाखला क्र. ९०१/०१८९/२०२५-२६, दिनांक १८/०४/२०२५ [685, 1201, 893, 1237]
column-rule [1170, 181, 1171, 622]
lead-para-2-by: - प्रशांत बेडसे, तहसीलदार, खेड [1365, 372, 1515, 387]
cell-detail: दाखला क्र. ९०१/१६१२/२०२४-२५, दिनांक २९/०३/२०२५ [685, 1019, 893, 1041]
cell-name: १) श्री.रोहित सुरेश खोमणे मु.पो. निंबुत [541, 1179, 685, 1201]
table-row [513, 1106, 893, 1143]
footer-bar [120, 1997, 1514, 2008]
cell-no: ११ [128, 1211, 156, 1236]
cell-no: २० [513, 1143, 541, 1179]
table-row [513, 1062, 893, 1084]
obit-kicker: निधन वार्ता [1355, 1198, 1514, 1223]
lead-para-4: येथे रस्त्याने त्यांच्या वाहनाची ठोकर या वडाच्या झाडाला बसते, त्यामुळे झाडाचा काही भाग तुटत चालला आहे. अचानक हे झाड कोसळल्यास मोठी जीवितहानी होऊ शकते. बाजूकडून वाहने आल्यास मोठ्या वाहनाची या झाडाला ठोकर बसल्याने मोठा भीषण अपघात होण्याची शक्यता स्थानिकांनी व्यक्त केली. [1176, 498, 1515, 560]
cell-no: १० [128, 1187, 156, 1211]
cell-no: २१ [513, 1179, 541, 1201]
mahajyoti-story [1080, 1610, 1514, 1993]
auction-title: स्थावर मिळकतींचा जाहीर लिलाव [352, 526, 575, 552]
cell-no: ४ [128, 1038, 156, 1062]
cell-no: ३ [128, 1012, 156, 1037]
cell-detail: दाखला क्र. ९०१/०११८/२०२५-२६, दिनांक ०७/०४/२०२५ [685, 1062, 893, 1084]
cell-name: १) श्री.नवनाथ शिवाजी जाधव मु.पो. बारामती २) श्री.संतोष शिवाजी जाधव ३) श्री.सचिन भोसले [156, 978, 300, 1013]
court-sign: श्री. दिग्विजय रविन्द्र प्रधान, विशेष वसुली व विक्री अधिकारी, दि बारामती सहकारी बँक लि., बारामती [356, 1258, 664, 1269]
